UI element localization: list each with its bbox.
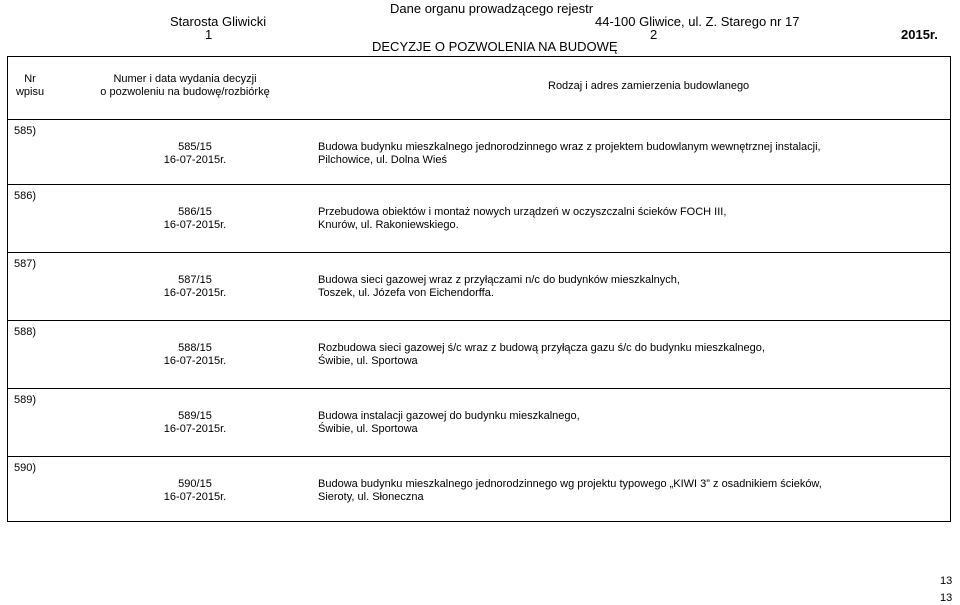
table-left-border <box>7 56 8 522</box>
row-divider <box>7 388 951 389</box>
entry-nr: 590) <box>14 462 37 474</box>
page-number: 13 <box>940 592 953 604</box>
row-divider <box>7 252 951 253</box>
table-bottom-rule <box>7 521 951 522</box>
project-type: Przebudowa obiektów i montaż nowych urządzeń w oczyszczalni ścieków FOCH III, <box>318 206 727 218</box>
decision-number: 590/15 <box>178 478 212 490</box>
entry-nr: 586) <box>14 190 37 202</box>
decision-date: 16-07-2015r. <box>163 355 227 367</box>
register-title: Dane organu prowadzącego rejestr <box>390 1 594 16</box>
decision-number-date <box>130 141 260 167</box>
decision-number-date <box>130 478 260 504</box>
row-divider <box>7 320 951 321</box>
project-description <box>318 478 822 504</box>
entry-nr: 587) <box>14 258 37 270</box>
decision-number: 589/15 <box>178 410 212 422</box>
column-number-1: 1 <box>205 27 213 42</box>
project-type: Rozbudowa sieci gazowej ś/c wraz z budową przyłącza gazu ś/c do budynku mieszkalnego, <box>318 342 765 354</box>
project-address: Sieroty, ul. Słoneczna <box>318 491 424 503</box>
decision-number: 586/15 <box>178 206 212 218</box>
project-description <box>318 342 765 368</box>
project-address: Świbie, ul. Sportowa <box>318 423 418 435</box>
row-divider <box>7 456 951 457</box>
project-address: Toszek, ul. Józefa von Eichendorffa. <box>318 287 494 299</box>
decision-column-header <box>90 73 280 99</box>
description-column-header: Rodzaj i adres zamierzenia budowlanego <box>548 80 750 92</box>
decision-number-date <box>130 274 260 300</box>
header-top-rule <box>7 56 951 57</box>
decision-number-date <box>130 206 260 232</box>
decision-number: 585/15 <box>178 141 212 153</box>
decision-date: 16-07-2015r. <box>163 287 227 299</box>
decision-date: 16-07-2015r. <box>163 219 227 231</box>
decision-number: 588/15 <box>178 342 212 354</box>
nr-header-line2: wpisu <box>15 86 45 98</box>
authority-name: Starosta Gliwicki <box>170 14 267 29</box>
year-label: 2015r. <box>901 27 938 42</box>
authority-address: 44-100 Gliwice, ul. Z. Starego nr 17 <box>595 14 800 29</box>
project-description <box>318 410 580 436</box>
project-type: Budowa sieci gazowej wraz z przyłączami n/c do budynków mieszkalnych, <box>318 274 680 286</box>
decision-number: 587/15 <box>178 274 212 286</box>
project-description <box>318 141 821 167</box>
project-type: Budowa budynku mieszkalnego jednorodzinnego wraz z projektem budowlanym wewnętrznej instalacji, <box>318 141 821 153</box>
decision-header-line2: o pozwoleniu na budowę/rozbiórkę <box>100 86 270 98</box>
project-address: Knurów, ul. Rakoniewskiego. <box>318 219 459 231</box>
decision-date: 16-07-2015r. <box>163 491 227 503</box>
page-box-label: 13 <box>940 575 953 587</box>
project-type: Budowa budynku mieszkalnego jednorodzinnego wg projektu typowego „KIWI 3” z osadnikiem ścieków, <box>318 478 822 490</box>
nr-header-line1: Nr <box>24 73 36 85</box>
project-address: Świbie, ul. Sportowa <box>318 355 418 367</box>
column-number-2: 2 <box>650 27 658 42</box>
entry-nr: 585) <box>14 125 37 137</box>
table-right-border <box>950 56 951 522</box>
project-description <box>318 206 726 232</box>
project-description <box>318 274 680 300</box>
entry-nr: 589) <box>14 394 37 406</box>
header-bottom-rule <box>7 119 951 120</box>
decision-header-line1: Numer i data wydania decyzji <box>113 73 257 85</box>
decisions-heading: DECYZJE O POZWOLENIA NA BUDOWĘ <box>372 39 618 54</box>
nr-column-header <box>5 73 55 99</box>
decision-number-date <box>130 410 260 436</box>
decision-date: 16-07-2015r. <box>163 154 227 166</box>
project-type: Budowa instalacji gazowej do budynku mieszkalnego, <box>318 410 580 422</box>
decision-date: 16-07-2015r. <box>163 423 227 435</box>
decision-number-date <box>130 342 260 368</box>
row-divider <box>7 184 951 185</box>
project-address: Pilchowice, ul. Dolna Wieś <box>318 154 447 166</box>
entry-nr: 588) <box>14 326 37 338</box>
